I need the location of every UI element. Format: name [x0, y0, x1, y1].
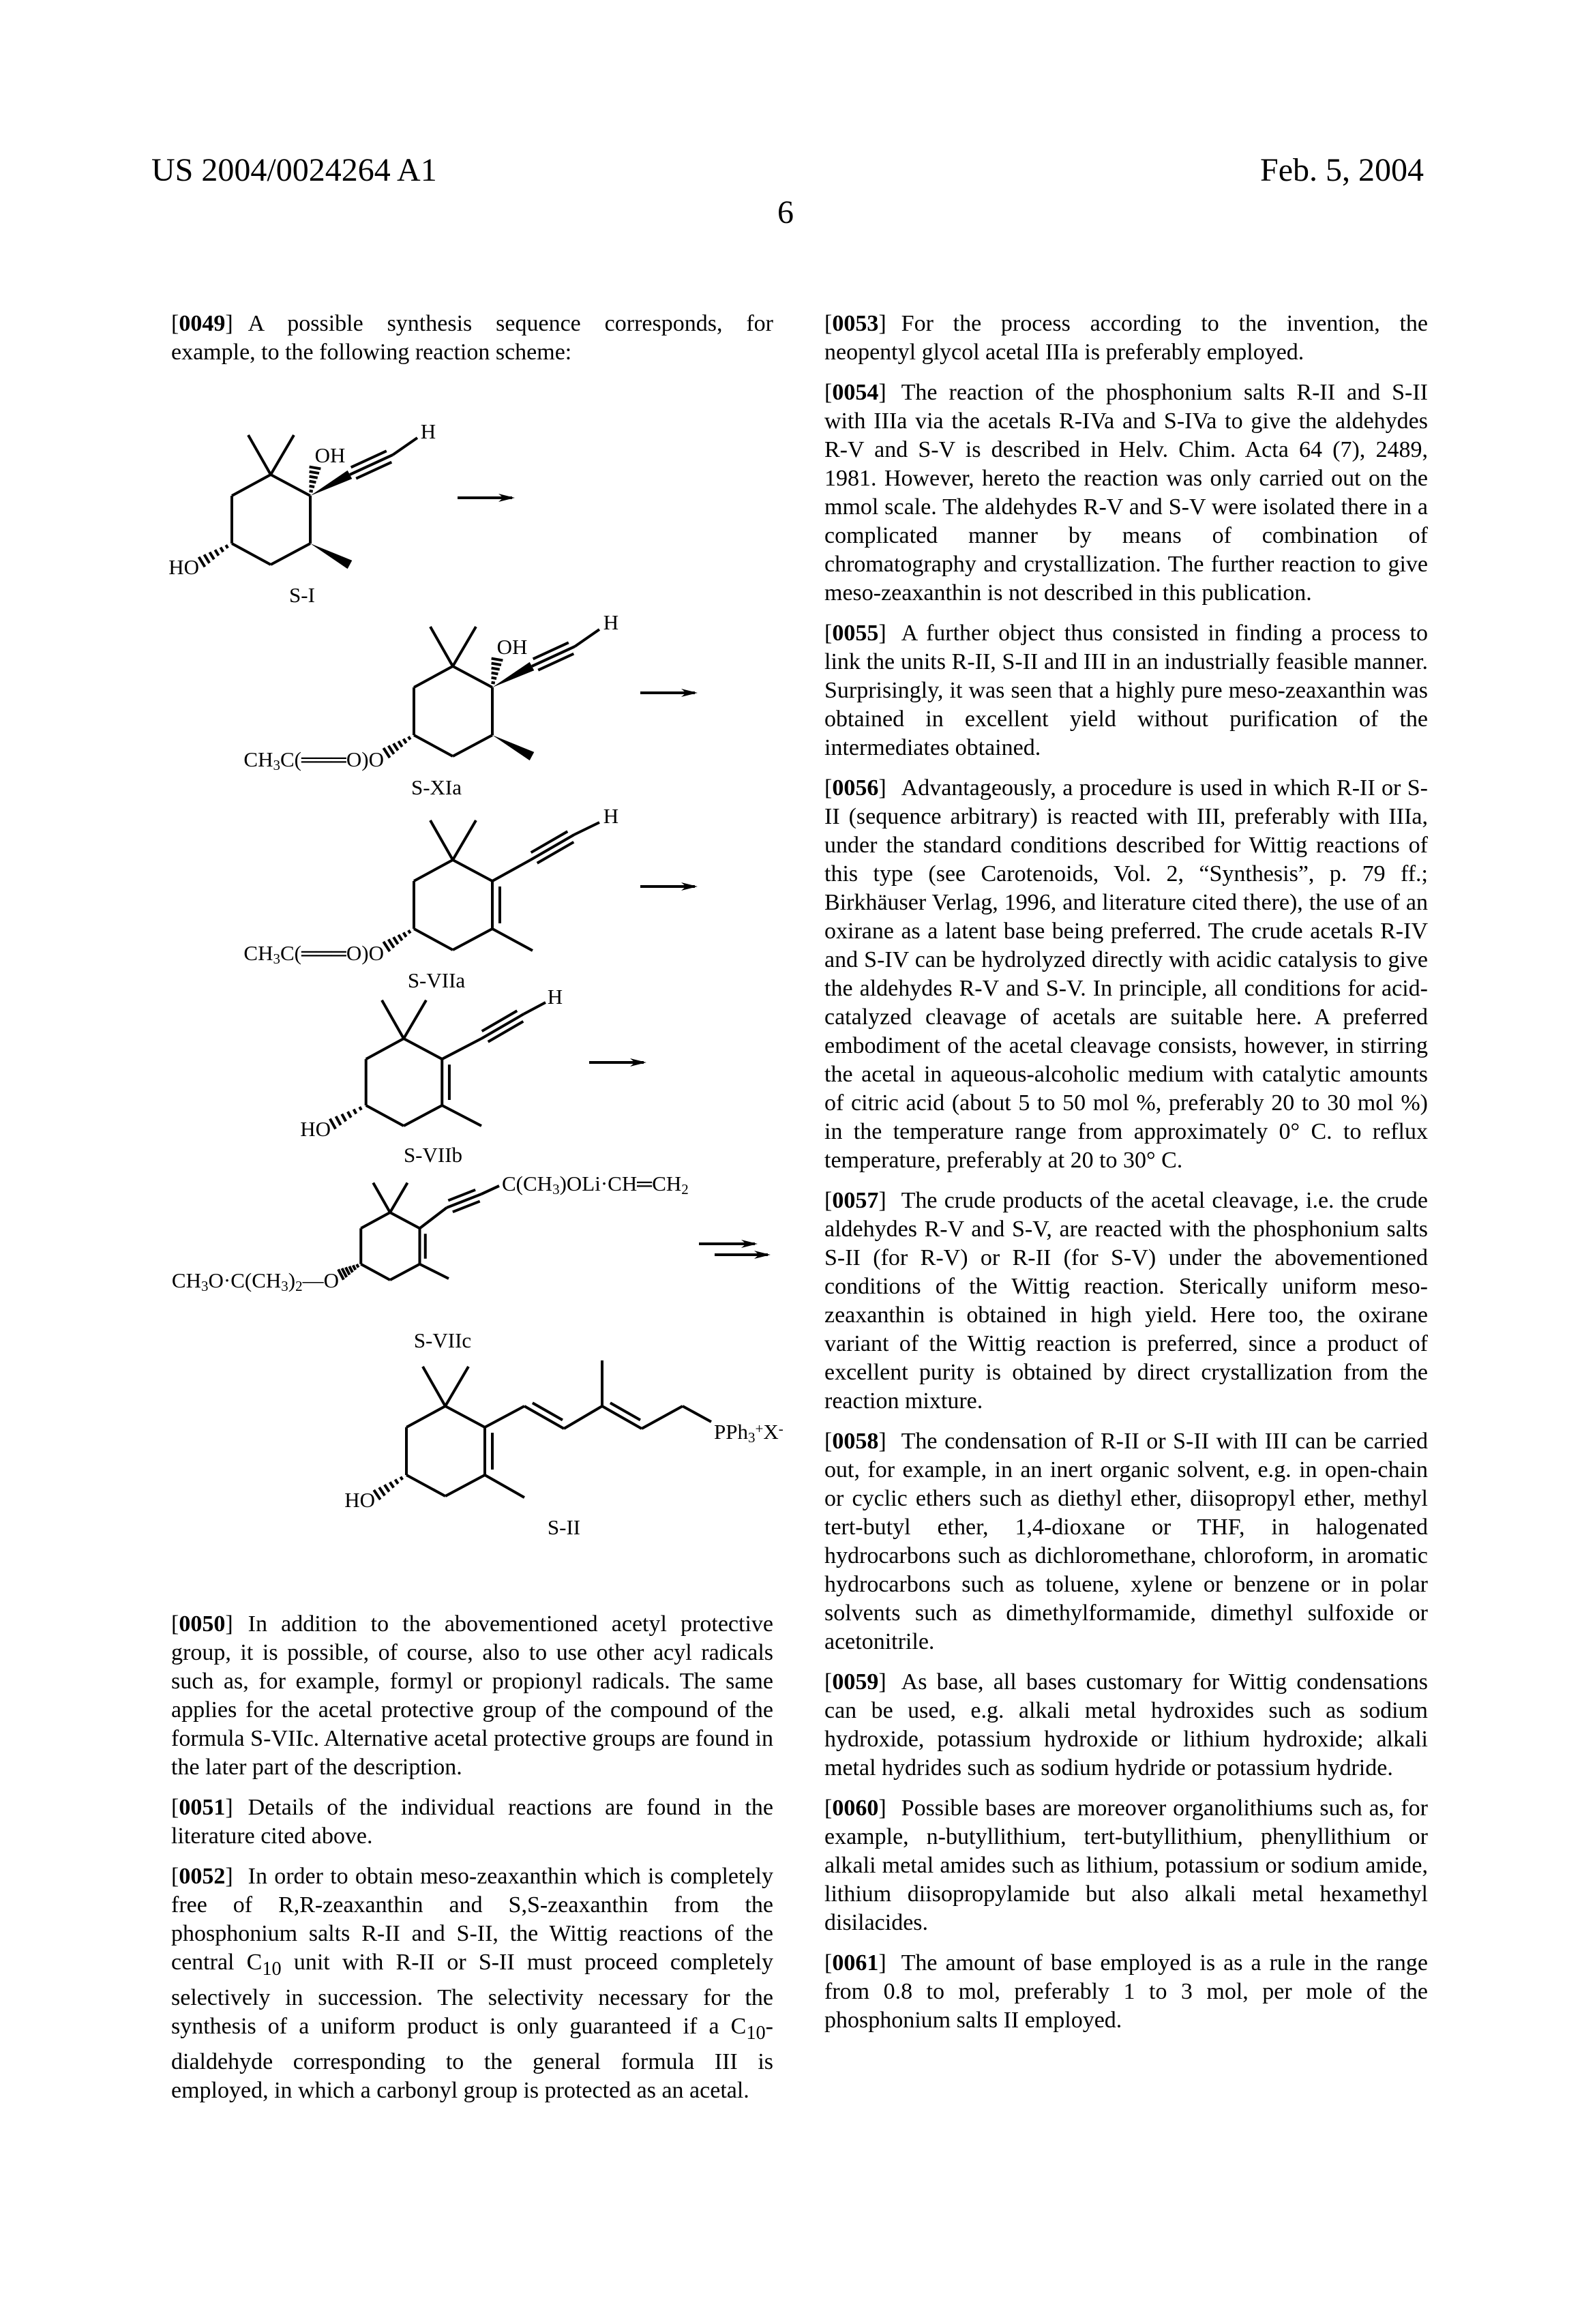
hash-bond	[342, 1114, 346, 1122]
hash-bond	[204, 554, 209, 563]
formula-segment: )	[288, 1268, 295, 1292]
paragraph-text: The reaction of the phosphonium salts R-II and S-II with IIIa via the acetals R-IVa and S-IVa to give the aldehydes R-V and S-V is described in Helv. Chim. Acta 64 (7), 2489, 1981. However, hereto the reaction was only carried out on the mmol scale. The aldehydes R-V and S-V were isolated there in a complicated manner by means of combination of chromatography and crystallization. The further reaction to give meso-zeaxanthin is not described in this publication.	[824, 380, 1428, 606]
paragraph-0052	[171, 1862, 773, 2105]
bond	[481, 1186, 499, 1194]
formula-segment: C(═══O)O	[280, 747, 384, 771]
hash-bond	[310, 491, 313, 492]
formula-segment: —O	[302, 1268, 339, 1292]
hash-bond	[342, 1268, 346, 1277]
methyl-bond	[430, 627, 453, 666]
ring-bond	[390, 1212, 420, 1228]
hash-bond	[408, 736, 411, 739]
compound-label: S-I	[289, 583, 315, 607]
paragraph-number: [ 0059 ]	[824, 1669, 886, 1695]
double-bond	[533, 1403, 563, 1420]
hash-bond	[390, 1482, 394, 1487]
hash-bond	[492, 673, 498, 674]
paragraph-text: A possible synthesis sequence corresponds, for example, to the following reaction scheme:	[171, 311, 773, 365]
ring-bond	[414, 735, 453, 756]
paragraph-0059	[824, 1668, 1428, 1783]
hash-bond	[220, 548, 223, 552]
paragraph-text: The crude products of the acetal cleavage, i.e. the crude aldehydes R-V and S-V, are reacted with the phosphonium salts S-II (for R-V) or R-II (for S-V) under the abovementioned conditions of the Wittig reaction. Sterically uniform meso-zeaxanthin is obtained in high yield. Here too, the oxirane variant of the Wittig reaction is preferred, since a product of excellent purity is obtained by direct crystallization from the reaction mixture.	[824, 1188, 1428, 1414]
triple-bond	[531, 831, 568, 852]
hash-bond	[338, 1269, 344, 1279]
hydroxyl-label: HO	[344, 1488, 375, 1512]
paragraph-text: Possible bases are moreover organolithiums such as, for example, n-butyllithium, tert-butyllithium, phenyllithium or alkali metal amides such as lithium, potassium or sodium amide, lithium diisopropylamide but also alkali metal hexamethyl disilacides.	[824, 1796, 1428, 1935]
ring-bond	[453, 860, 492, 881]
bond	[574, 822, 599, 835]
hash-bond	[357, 1264, 358, 1268]
paragraph-0061	[824, 1949, 1428, 2035]
paragraph-text: A further object thus consisted in finding a process to link the units R-II, S-II and III in an industrially feasible manner. Surprisingly, it was seen that a highly pure meso-zeaxanthin was obtained in excellent yield without purification of the intermediates obtained.	[824, 621, 1428, 760]
hash-bond	[336, 1116, 341, 1125]
hash-bond	[398, 741, 402, 747]
wedge-bond	[492, 662, 534, 687]
methyl-bond	[420, 1264, 449, 1279]
ring-bond	[453, 666, 492, 687]
subscript: 10	[746, 2023, 765, 2044]
paragraph-text: The amount of base employed is as a rule in the range from 0.8 to mol, preferably 1 to 3 mol, per mole of the phosphonium salts II employed.	[824, 1950, 1428, 2033]
methyl-bond	[271, 435, 294, 475]
hydroxyl-label: OH	[315, 443, 346, 467]
ring-bond	[414, 929, 453, 950]
methyl-bond	[248, 435, 271, 475]
phosphonium-label	[714, 1420, 783, 1446]
bond	[485, 1406, 524, 1427]
wedge-bond	[492, 735, 534, 760]
ring-bond	[390, 1264, 420, 1280]
bond	[524, 1002, 546, 1014]
compound-label: S-II	[548, 1515, 580, 1539]
triple-bond	[537, 842, 574, 863]
arrow-head-icon	[741, 1240, 758, 1248]
side-chain-label	[502, 1172, 689, 1197]
bond	[393, 438, 417, 455]
subscript: 10	[262, 1958, 281, 1980]
ring-bond	[406, 1475, 445, 1496]
paragraph-0056	[824, 774, 1428, 1175]
hash-bond	[226, 545, 228, 548]
paragraph-number: [ 0049 ]	[171, 311, 233, 336]
paragraph-0050	[171, 1610, 773, 1782]
triple-bond	[482, 1011, 518, 1031]
hash-bond	[400, 1477, 402, 1480]
hash-bond	[310, 481, 316, 483]
methyl-bond	[485, 1475, 524, 1498]
paragraph-number: [ 0055 ]	[824, 621, 886, 646]
paragraph-text: As base, all bases customary for Wittig condensations can be used, e.g. alkali metal hydroxides such as sodium hydroxide, potassium hydroxide or lithium hydroxide; alkali metal hydrides such as sodium hydride or potassium hydride.	[824, 1669, 1428, 1781]
triple-bond	[538, 654, 573, 670]
acetoxy-label	[243, 941, 384, 967]
ring-bond	[414, 666, 453, 687]
ring-bond	[404, 1105, 442, 1126]
hash-bond	[395, 1479, 398, 1483]
compound-label: S-VIIc	[414, 1328, 471, 1352]
paragraph-0054	[824, 378, 1428, 608]
hydroxyl-label: HO	[168, 555, 199, 579]
hash-bond	[389, 940, 394, 948]
formula-segment: C(CH	[502, 1172, 552, 1195]
bond	[575, 629, 599, 646]
compound-label: S-VIIb	[404, 1143, 462, 1167]
paragraph-number: [ 0051 ]	[171, 1795, 233, 1820]
paragraph-0049	[171, 310, 773, 367]
bond	[442, 1039, 481, 1059]
wedge-bond	[310, 543, 352, 569]
right-column	[824, 310, 1428, 2046]
double-bond	[524, 1406, 564, 1429]
paragraph-number: [ 0052 ]	[171, 1864, 233, 1889]
triple-bond	[356, 462, 391, 479]
formula-segment: CH	[243, 941, 273, 965]
hash-bond	[209, 552, 213, 560]
triple-bond	[533, 642, 569, 659]
arrow-head-icon	[498, 494, 515, 502]
hydrogen-label: H	[603, 804, 618, 828]
triple-bond	[532, 646, 575, 666]
acetoxy-label	[243, 747, 384, 773]
hash-bond	[492, 678, 497, 679]
formula-segment: 3	[201, 1278, 209, 1294]
formula-segment: C(═══O)O	[280, 941, 384, 965]
hash-bond	[349, 1266, 353, 1272]
formula-segment: )OLi·CH═CH	[560, 1172, 682, 1195]
paragraph-number: [ 0053 ]	[824, 311, 886, 336]
hash-bond	[398, 935, 402, 940]
hash-bond	[353, 1265, 356, 1270]
formula-segment: CH	[243, 747, 273, 771]
paragraph-number: [ 0054 ]	[824, 380, 886, 405]
hash-bond	[389, 746, 394, 754]
paragraph-text: unit with R-II or S-II must proceed completely selectively in succession. The selectivity necessary for the synthesis of a uniform product is only guaranteed if a C	[171, 1950, 773, 2039]
ring-bond	[232, 543, 271, 565]
hash-bond	[492, 668, 500, 670]
formula-segment: +	[755, 1420, 763, 1437]
hash-bond	[346, 1267, 350, 1275]
ring-bond	[453, 929, 492, 950]
hash-bond	[404, 739, 406, 743]
paragraph-text: Details of the individual reactions are found in the literature cited above.	[171, 1795, 773, 1849]
paragraph-text: In addition to the abovementioned acetyl protective group, it is possible, of course, also to use other acyl radicals such as, for example, formyl or propionyl radicals. The same applies for the acetal protective group of the compound of the formula S-VIIc. Alternative acetal protective groups are found in the later part of the description.	[171, 1611, 773, 1780]
triple-bond	[453, 1202, 480, 1212]
hash-bond	[374, 1490, 380, 1500]
arrow-head-icon	[681, 882, 698, 891]
formula-segment: CH	[172, 1268, 201, 1292]
hash-bond	[492, 659, 503, 661]
hash-bond	[385, 1485, 389, 1491]
wedge-bond	[310, 471, 352, 496]
triple-bond	[488, 1022, 524, 1042]
methyl-bond	[382, 1000, 404, 1039]
methyl-bond	[404, 1000, 426, 1039]
hash-bond	[383, 942, 389, 951]
hydrogen-label: H	[548, 985, 563, 1009]
bond	[564, 1406, 602, 1429]
paragraph-number: [ 0056 ]	[824, 775, 886, 801]
paragraph-number: [ 0057 ]	[824, 1188, 886, 1213]
methyl-bond	[442, 1105, 481, 1126]
paragraph-0055	[824, 619, 1428, 762]
bond	[420, 1208, 447, 1228]
hash-bond	[408, 930, 411, 933]
paragraph-text: In order to obtain meso-zeaxanthin which is completely free of R,R-zeaxanthin and S,S-zeaxanthin from the phosphonium salts R-II and S-II, the Wittig reactions of the central C	[171, 1864, 773, 1975]
paragraph-0053	[824, 310, 1428, 367]
structure-bonds	[199, 435, 771, 1500]
ring-bond	[366, 1039, 404, 1059]
hash-bond	[393, 937, 398, 944]
hash-bond	[199, 557, 205, 567]
publication-date: Feb. 5, 2004	[1260, 151, 1424, 190]
formula-segment: -	[779, 1420, 783, 1437]
paragraph-text: The condensation of R-II or S-II with III can be carried out, for example, in an inert organic solvent, e.g. in open-chain or cyclic ethers such as diethyl ether, diisopropyl ether, methyl tert-butyl ether, 1,4-dioxane or THF, in halogenated hydrocarbons such as dichloromethane, chloroform, in aromatic hydrocarbons such as toluene, xylene or benzene or in polar solvents such as dimethylformamide, dimethyl sulfoxide or acetonitrile.	[824, 1429, 1428, 1654]
triple-bond	[447, 1194, 481, 1208]
methyl-bond	[453, 820, 476, 860]
ring-bond	[271, 475, 310, 496]
methyl-bond	[492, 929, 533, 951]
ring-bond	[232, 475, 271, 496]
formula-segment: 3	[552, 1181, 560, 1197]
methyl-bond	[430, 820, 453, 860]
ring-bond	[404, 1039, 442, 1059]
triple-bond	[350, 455, 393, 475]
methyl-bond	[390, 1183, 408, 1213]
left-column-top	[171, 310, 773, 378]
ring-bond	[271, 543, 310, 565]
formula-segment: O·C(CH	[209, 1268, 282, 1292]
hash-bond	[330, 1119, 335, 1129]
compound-label: S-XIa	[411, 775, 462, 799]
page-number: 6	[777, 194, 794, 232]
ring-bond	[445, 1406, 485, 1427]
formula-segment: 3	[273, 757, 281, 773]
ring-bond	[361, 1264, 390, 1280]
paragraph-number: [ 0061 ]	[824, 1950, 886, 1976]
hash-bond	[393, 743, 398, 750]
formula-segment: 2	[295, 1278, 303, 1294]
hydrogen-label: H	[603, 610, 618, 634]
ring-bond	[361, 1212, 390, 1228]
formula-segment: 2	[681, 1181, 689, 1197]
formula-segment: 3	[748, 1429, 756, 1446]
paragraph-0051	[171, 1793, 773, 1851]
methyl-bond	[445, 1367, 468, 1406]
hydrogen-label: H	[421, 419, 436, 443]
hash-bond	[383, 748, 389, 758]
bond	[683, 1406, 711, 1422]
formula-segment: 3	[273, 951, 281, 967]
hash-bond	[348, 1112, 351, 1118]
hash-bond	[492, 664, 501, 665]
hydroxyl-label: OH	[497, 635, 528, 659]
paragraph-0060	[824, 1794, 1428, 1937]
hash-bond	[404, 932, 406, 936]
hash-bond	[359, 1107, 361, 1110]
double-bond	[610, 1403, 640, 1420]
ring-bond	[406, 1406, 445, 1427]
formula-segment: PPh	[714, 1420, 748, 1444]
paragraph-number: [ 0050 ]	[171, 1611, 233, 1637]
ring-bond	[414, 860, 453, 881]
formula-segment: X	[763, 1420, 778, 1444]
methyl-bond	[453, 627, 476, 666]
arrow-head-icon	[630, 1058, 646, 1067]
methyl-bond	[373, 1183, 390, 1213]
ring-bond	[445, 1475, 485, 1496]
formula-segment: 3	[281, 1278, 288, 1294]
hash-bond	[379, 1487, 385, 1495]
ring-bond	[366, 1105, 404, 1126]
hash-bond	[354, 1109, 357, 1114]
methyl-bond	[423, 1367, 445, 1406]
triple-bond	[448, 1190, 475, 1201]
arrow-head-icon	[681, 689, 698, 697]
triple-bond	[351, 451, 387, 467]
paragraph-text: For the process according to the invention, the neopentyl glycol acetal IIIa is preferably employed.	[824, 311, 1428, 365]
compound-label: S-VIIa	[408, 968, 466, 992]
ring-bond	[453, 735, 492, 756]
double-bond	[602, 1406, 642, 1429]
paragraph-number: [ 0058 ]	[824, 1429, 886, 1454]
bond	[642, 1406, 683, 1429]
hash-bond	[310, 477, 318, 478]
paragraph-0058	[824, 1427, 1428, 1656]
paragraph-0057	[824, 1187, 1428, 1416]
hash-bond	[215, 550, 218, 556]
hydroxyl-label: HO	[300, 1117, 331, 1141]
acetal-label	[172, 1268, 339, 1294]
hash-bond	[310, 467, 321, 469]
publication-number: US 2004/0024264 A1	[151, 151, 437, 190]
paragraph-number: [ 0060 ]	[824, 1796, 886, 1821]
hash-bond	[310, 486, 315, 487]
bond	[492, 860, 531, 881]
hash-bond	[310, 472, 319, 473]
left-column-bottom	[171, 1610, 773, 2117]
triple-bond	[531, 835, 574, 860]
paragraph-text: -dialdehyde corresponding to the general formula III is employed, in which a carbonyl group is protected as an acetal.	[171, 2014, 773, 2103]
paragraph-text: Advantageously, a procedure is used in which R-II or S-II (sequence arbitrary) is reacted with III, preferably with IIIa, under the standard conditions described for Wittig reactions of this type (see Carotenoids, Vol. 2, “Synthesis”, p. 79 ff.; Birkhäuser Verlag, 1996, and literature cited there), the use of an oxirane as a latent base being preferred. The crude acetals R-IV and S-IV can be hydrolyzed directly with acidic catalysis to give the aldehydes R-V and S-V. In principle, all conditions for acid-catalyzed cleavage of acetals are suitable here. A preferred embodiment of the acetal cleavage consists, however, in stirring the acetal in aqueous-alcoholic medium with catalytic amounts of citric acid (about 5 to 50 mol %, preferably 20 to 30 mol %) in the temperature range from approximately 0° C. to reflux temperature, preferably at 20 to 30° C.	[824, 775, 1428, 1173]
triple-bond	[481, 1014, 524, 1039]
arrow-head-icon	[754, 1251, 771, 1259]
